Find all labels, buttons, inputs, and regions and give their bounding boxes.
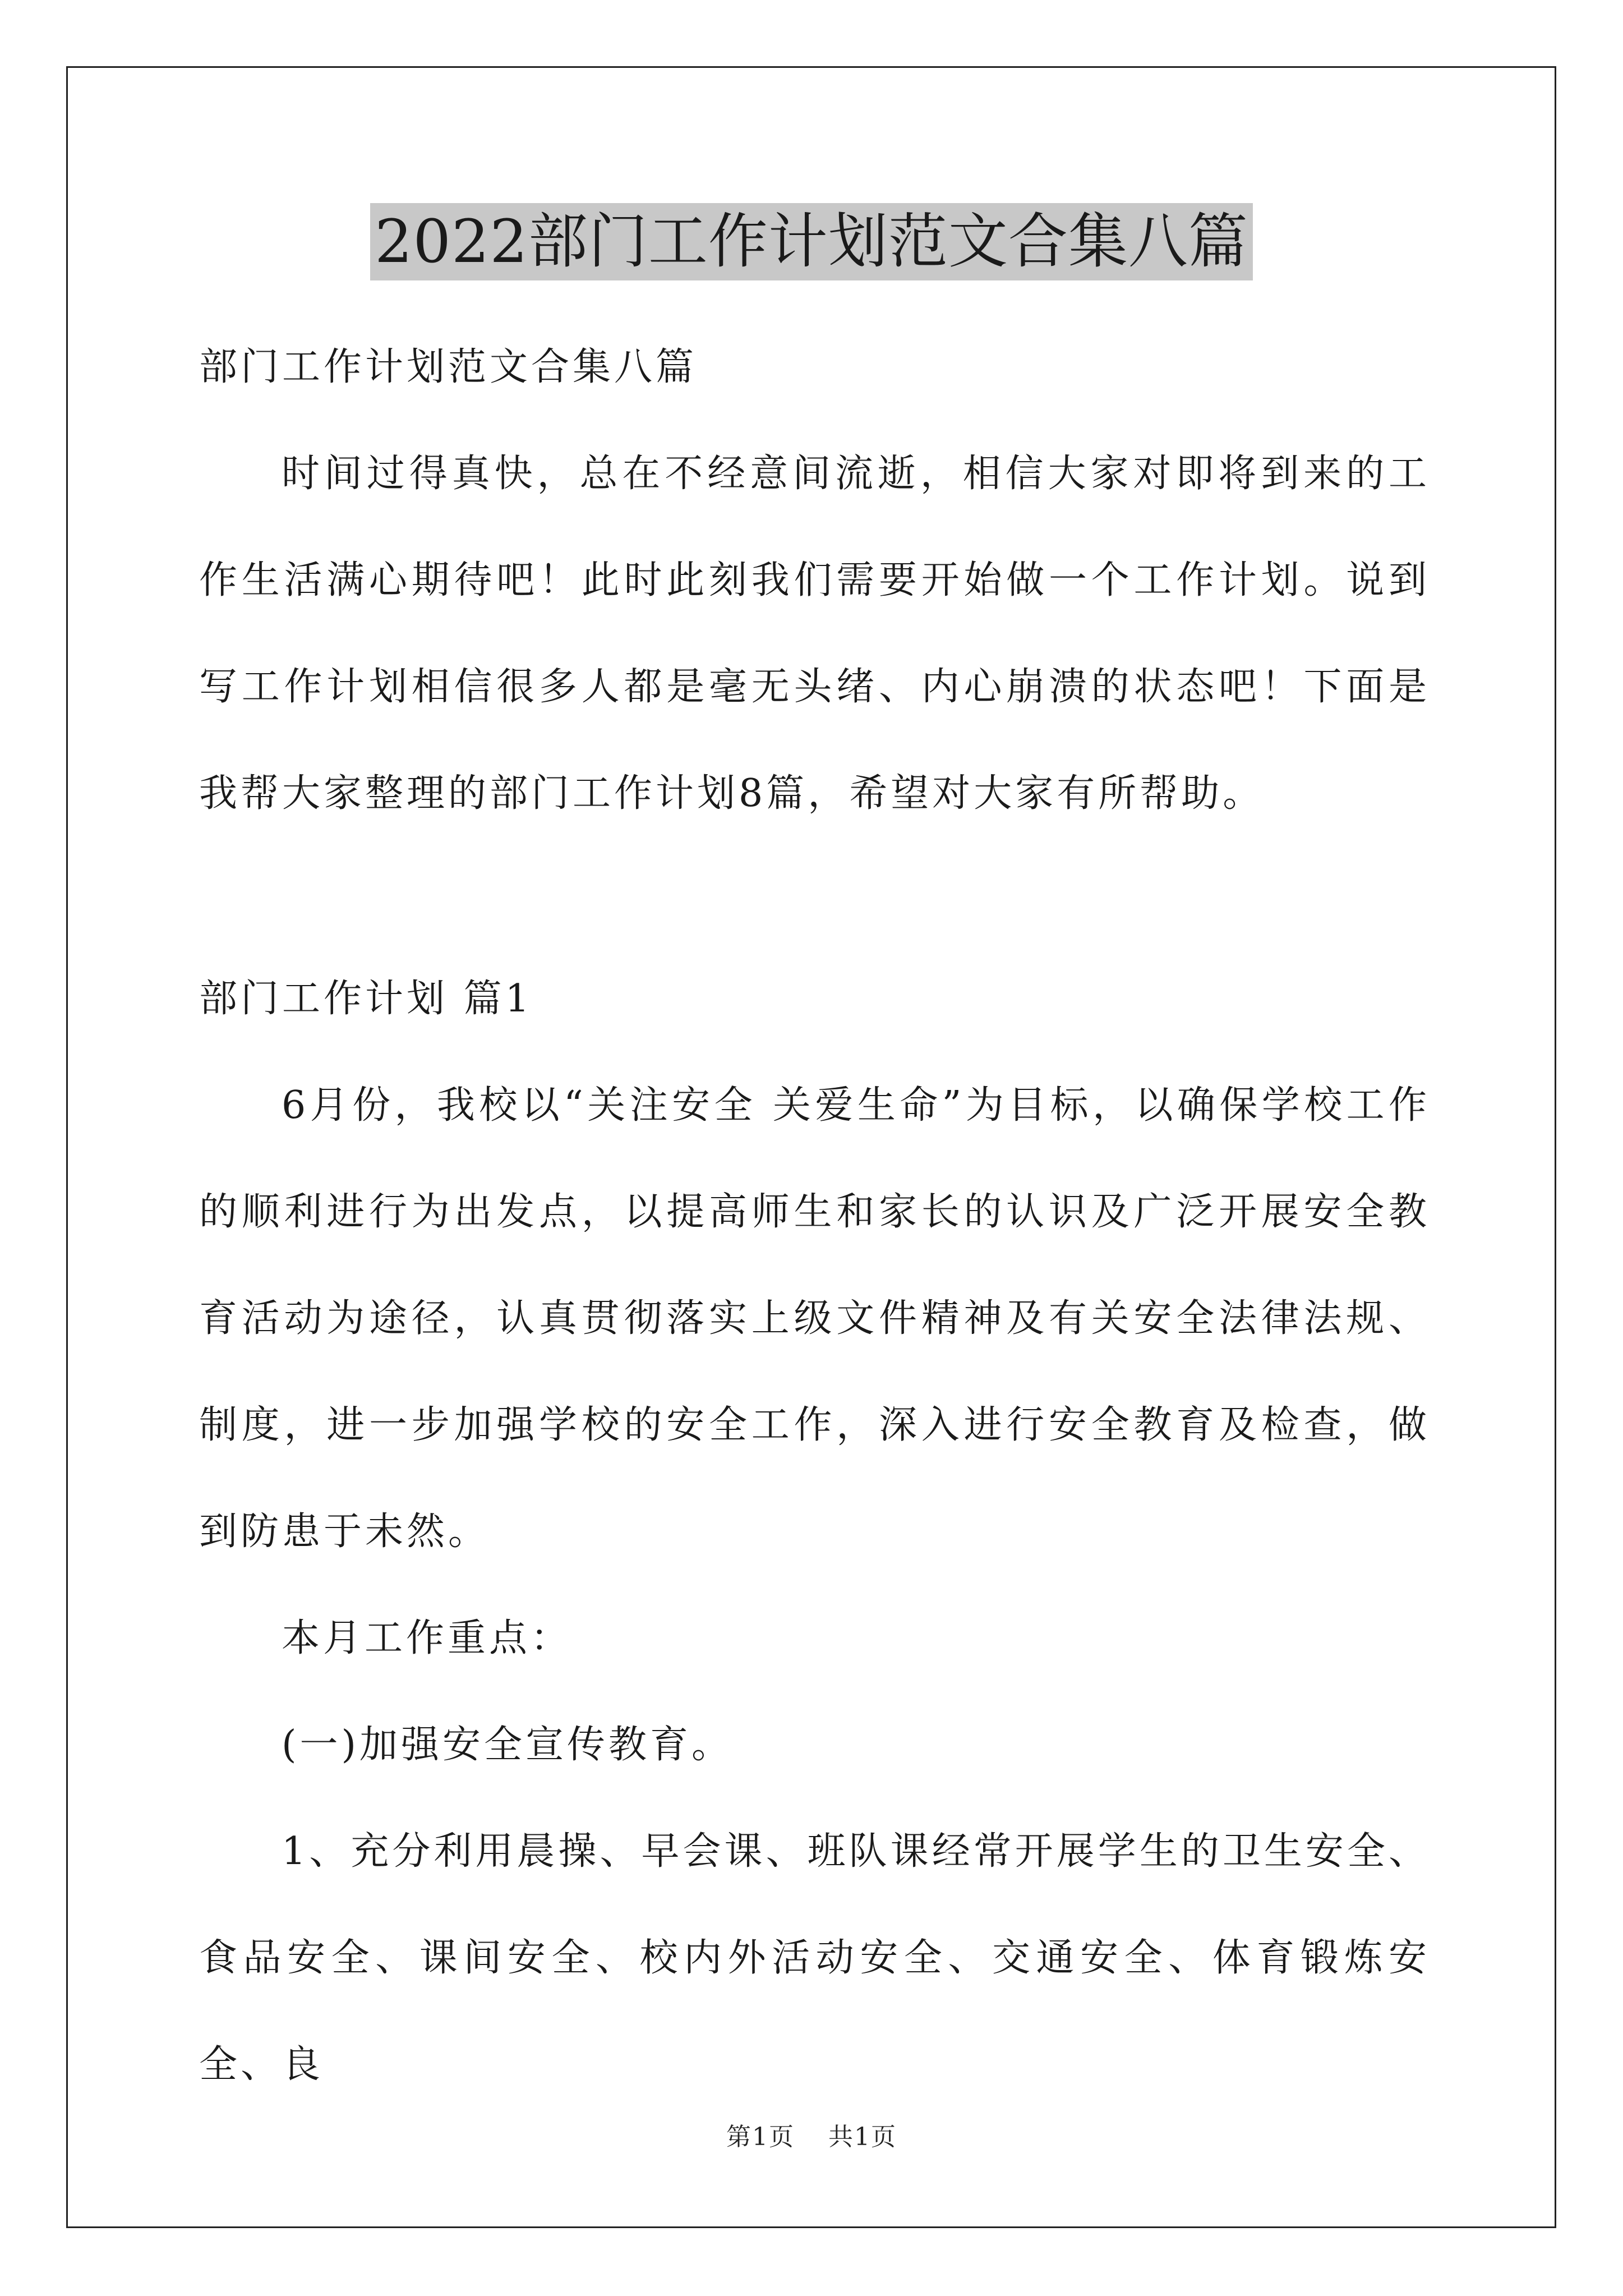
section-paragraph: 6月份，我校以“关注安全 关爱生命”为目标，以确保学校工作的顺利进行为出发点，以提高师生和家长的认识及广泛开展安全教育活动为途径，认真贯彻落实上级文件精神及有关安全法律法规、制度，进一步加强学校的安全工作，深入进行安全教育及检查，做到防患于未然。 xyxy=(199,1083,1430,1554)
page-number-current: 第1页 xyxy=(726,2123,795,2151)
list-item: 1、充分利用晨操、早会课、班队课经常开展学生的卫生安全、食品安全、课间安全、校内外活动安全、交通安全、体育锻炼安全、良 xyxy=(199,1829,1430,2087)
item-heading: (一)加强安全宣传教育。 xyxy=(282,1723,734,1767)
intro-paragraph: 时间过得真快，总在不经意间流逝，相信大家对即将到来的工作生活满心期待吧！此时此刻我们需要开始做一个工作计划。说到写工作计划相信很多人都是毫无头绪、内心崩溃的状态吧！下面是我帮大家整理的部门工作计划8篇，希望对大家有所帮助。 xyxy=(199,452,1430,816)
document-body xyxy=(199,314,1430,2118)
page-footer xyxy=(0,2120,1623,2154)
focus-heading: 本月工作重点： xyxy=(282,1616,573,1660)
document-subtitle: 部门工作计划范文合集八篇 xyxy=(199,345,698,389)
page-number-total: 共1页 xyxy=(828,2123,897,2151)
document-title-text: 2022部门工作计划范文合集八篇 xyxy=(370,203,1253,280)
document-title xyxy=(0,203,1623,280)
section-spacer xyxy=(199,847,1430,946)
section-heading: 部门工作计划 篇1 xyxy=(199,977,533,1021)
